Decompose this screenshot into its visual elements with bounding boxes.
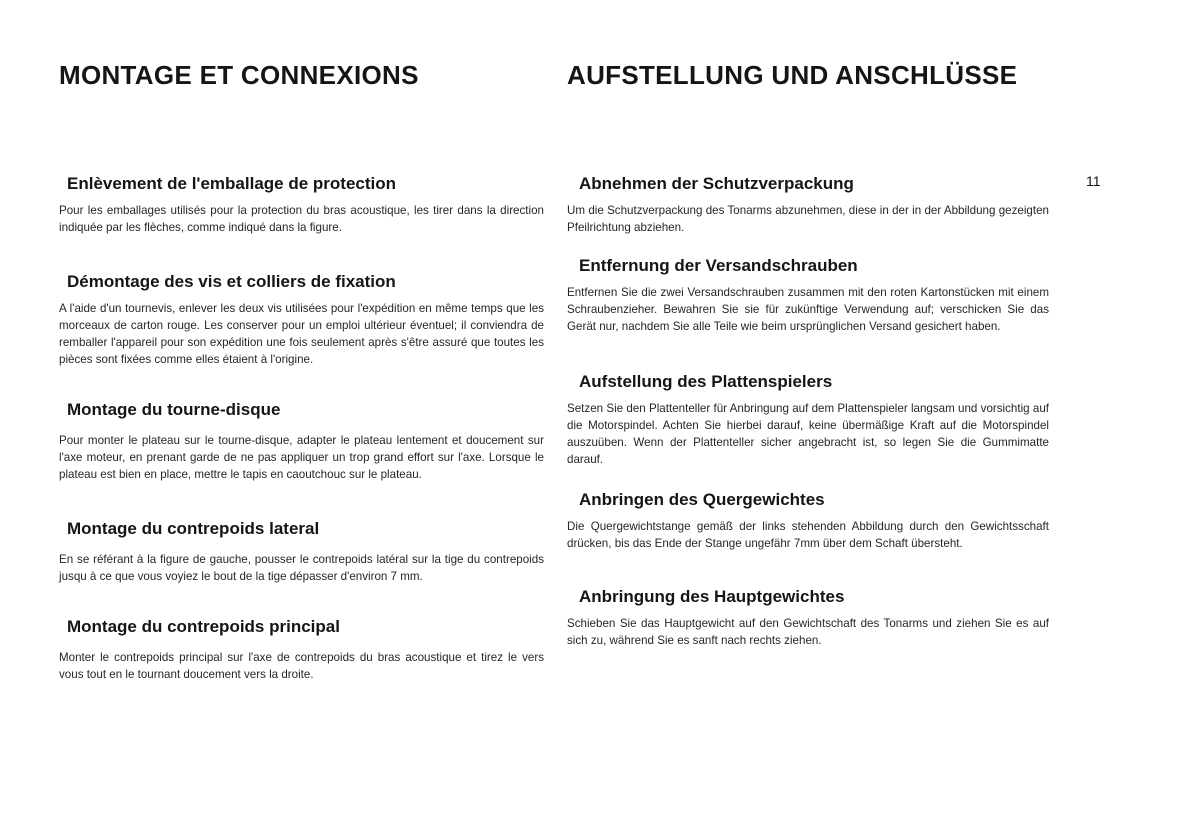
de-text-screws: Entfernen Sie die zwei Versandschrauben zusammen mit den roten Kartonstücken mit einem Schraubenzieher. Bewahren Sie sie für zukünftige Verwendung auf; verschicken Sie das Gerät nur, nachdem Sie alle Teile wie beim ursprünglichen Versand gesichert haben. (567, 286, 1049, 333)
fr-text-lateral-weight: En se référant à la figure de gauche, pousser le contrepoids latéral sur la tige du contrepoids jusqu à ce que vous voyiez le bout de la tige dépasser d'environ 7 mm. (59, 553, 544, 583)
fr-section-lateral-weight (59, 519, 544, 585)
fr-section-screws (59, 272, 544, 368)
de-section-screws (567, 256, 1049, 335)
de-text-turntable: Setzen Sie den Plattenteller für Anbringung auf dem Plattenspieler langsam und vorsichtig auf die Motorspindel. Achten Sie hierbei darauf, keine übermäßige Kraft auf die Motorspindel auszuüben. Wenn der Plattenteller sicher angebracht ist, so legen Sie die Gummimatte darauf. (567, 402, 1049, 466)
fr-heading-main-weight: Montage du contrepoids principal (67, 617, 340, 636)
fr-section-main-weight (59, 617, 544, 683)
german-title: AUFSTELLUNG UND ANSCHLÜSSE (567, 60, 1018, 90)
fr-section-turntable (59, 400, 544, 483)
de-section-main-weight (567, 587, 1049, 649)
fr-text-screws: A l'aide d'un tournevis, enlever les deux vis utilisées pour l'expédition en même temps que les morceaux de carton rouge. Les conserver pour un emploi ultérieur éventuel; il conviendra de remballer l'appareil pour son expédition une fois seulement après s'être assuré que toutes les pièces sont fixées comme elles étaient à l'origine. (59, 302, 544, 366)
page-number: 11 (1086, 173, 1101, 189)
de-heading-lateral-weight: Anbringen des Quergewichtes (579, 490, 825, 509)
de-text-packaging: Um die Schutzverpackung des Tonarms abzunehmen, diese in der in der Abbildung gezeigten Pfeilrichtung abziehen. (567, 204, 1049, 234)
de-heading-main-weight: Anbringung des Hauptgewichtes (579, 587, 845, 606)
fr-text-main-weight: Monter le contrepoids principal sur l'axe de contrepoids du bras acoustique et tirez le vers vous tout en le tournant doucement vers la droite. (59, 651, 544, 681)
de-section-packaging (567, 174, 1049, 236)
french-title: MONTAGE ET CONNEXIONS (59, 60, 419, 90)
fr-section-packaging (59, 174, 544, 236)
de-heading-packaging: Abnehmen der Schutzverpackung (579, 174, 854, 193)
de-heading-turntable: Aufstellung des Plattenspielers (579, 372, 833, 391)
de-heading-screws: Entfernung der Versandschrauben (579, 256, 858, 275)
de-section-turntable (567, 372, 1049, 468)
de-section-lateral-weight (567, 490, 1049, 552)
fr-text-turntable: Pour monter le plateau sur le tourne-disque, adapter le plateau lentement et doucement sur l'axe moteur, en prenant garde de ne pas appliquer un trop grand effort sur l'axe. Lorsque le plateau est bien en place, mettre le tapis en caoutchouc sur le plateau. (59, 434, 544, 481)
de-text-lateral-weight: Die Quergewichtstange gemäß der links stehenden Abbildung durch den Gewichtsschaft drücken, bis das Ende der Stange ungefähr 7mm über dem Schaft übersteht. (567, 520, 1049, 550)
fr-heading-turntable: Montage du tourne-disque (67, 400, 281, 419)
fr-text-packaging: Pour les emballages utilisés pour la protection du bras acoustique, les tirer dans la direction indiquée par les flèches, comme indiqué dans la figure. (59, 204, 544, 234)
de-text-main-weight: Schieben Sie das Hauptgewicht auf den Gewichtschaft des Tonarms und ziehen Sie es auf sich zu, während Sie es sanft nach rechts ziehen. (567, 617, 1049, 647)
fr-heading-lateral-weight: Montage du contrepoids lateral (67, 519, 320, 538)
fr-heading-packaging: Enlèvement de l'emballage de protection (67, 174, 397, 193)
fr-heading-screws: Démontage des vis et colliers de fixation (67, 272, 396, 291)
